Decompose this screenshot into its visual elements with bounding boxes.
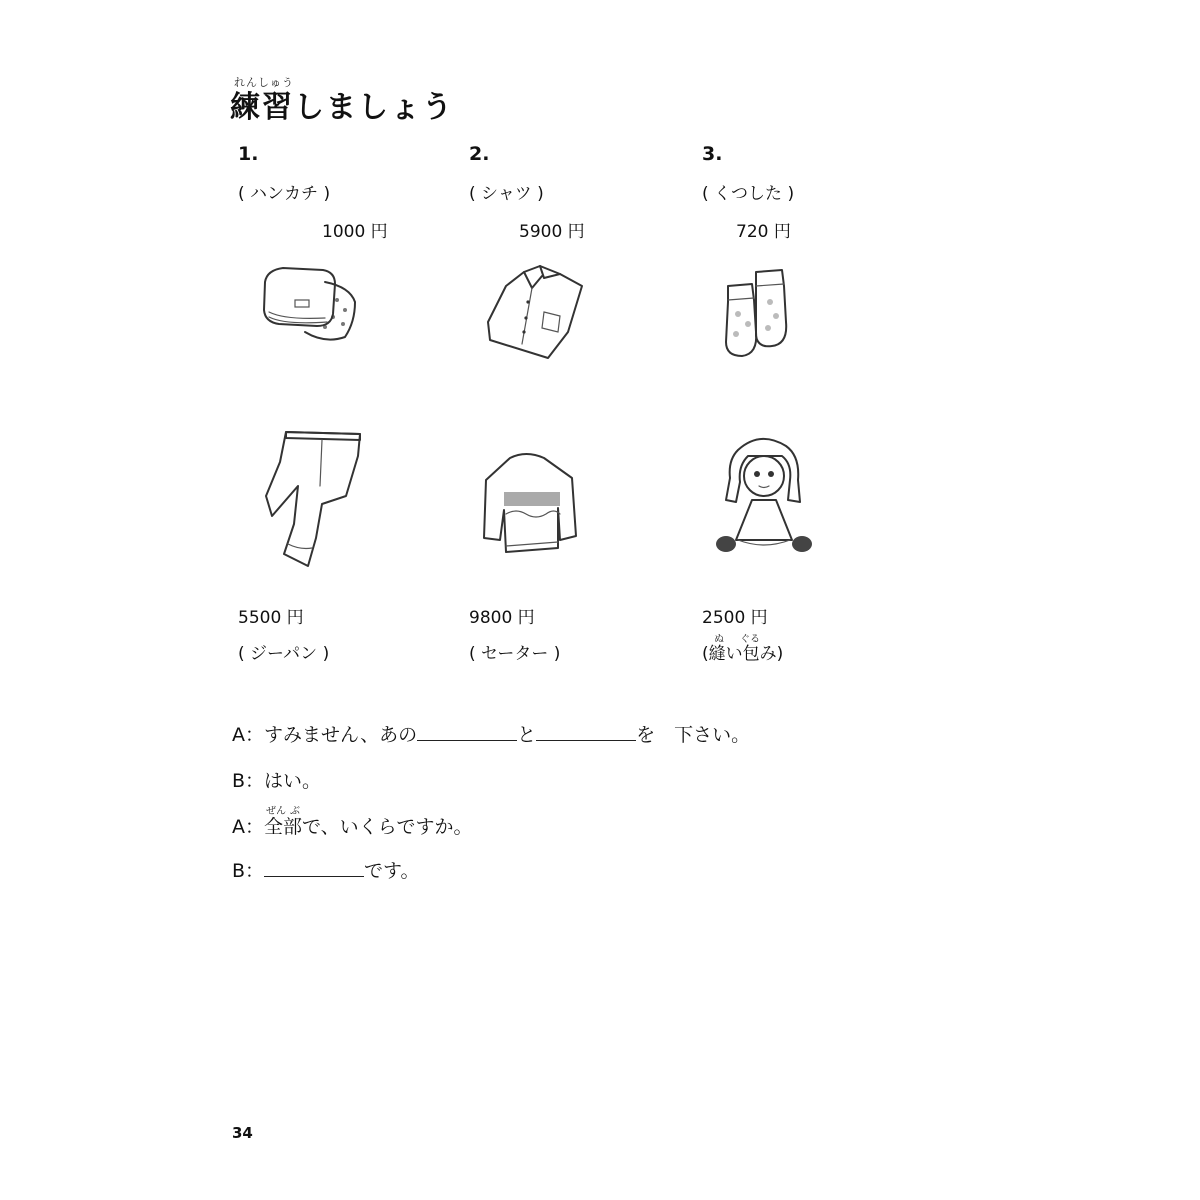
item-price-doll: 2500 円 [702, 608, 768, 628]
dialogue-text: と [517, 724, 537, 746]
socks-icon [716, 266, 806, 361]
speaker-a: A： [232, 816, 264, 838]
dialogue-line-1 [232, 720, 750, 747]
ruby-zen: ぜん [266, 806, 286, 817]
item-price-shirt: 5900 円 [519, 222, 585, 242]
dialogue-text: すみません、あの [264, 724, 418, 746]
kanji-zenbu: 全部 [264, 816, 303, 838]
jeans-icon [262, 426, 372, 571]
dialogue-text: で、いくらですか。 [302, 816, 473, 838]
item-label-shirt: ( シャツ ) [469, 184, 544, 204]
item-number-2: 2. [469, 143, 490, 165]
item-label-handkerchief: ( ハンカチ ) [238, 184, 331, 204]
label-close-paren: ) [776, 644, 784, 664]
dialogue-text: です。 [364, 860, 420, 882]
item-number-3: 3. [702, 143, 723, 165]
doll-icon [708, 430, 818, 570]
dialogue-line-4 [232, 856, 420, 883]
item-label-sweater: ( セーター ) [469, 644, 561, 664]
item-price-sweater: 9800 円 [469, 608, 535, 628]
ruby-nu: ぬ [714, 634, 724, 645]
dialogue-line-3 [232, 812, 472, 839]
label-kurumi: 包み [742, 644, 777, 664]
answer-blank-3[interactable] [264, 860, 364, 877]
ruby-guru: ぐる [740, 634, 760, 645]
label-nu: 縫 [708, 644, 726, 664]
label-i: い [725, 644, 743, 664]
item-label-doll [702, 639, 783, 664]
dialogue-text: を 下さい。 [636, 724, 751, 746]
item-label-socks: ( くつした ) [702, 184, 795, 204]
answer-blank-2[interactable] [536, 724, 636, 741]
item-price-jeans: 5500 円 [238, 608, 304, 628]
item-price-socks: 720 円 [736, 222, 791, 242]
item-number-1: 1. [238, 143, 259, 165]
shirt-icon [482, 262, 592, 362]
speaker-b: B： [232, 860, 265, 882]
label-open-paren: ( [702, 644, 709, 664]
page-number: 34 [232, 1124, 253, 1142]
handkerchief-icon [255, 262, 365, 347]
speaker-b: B： [232, 770, 265, 792]
dialogue-text: はい。 [264, 770, 322, 792]
ruby-bu: ぶ [290, 806, 300, 817]
item-price-handkerchief: 1000 円 [322, 222, 388, 242]
title-ruby: れんしゅう [234, 76, 294, 89]
speaker-a: A： [232, 724, 264, 746]
dialogue-line-2 [232, 766, 321, 793]
answer-blank-1[interactable] [417, 724, 517, 741]
page-title: 練習しましょう [230, 90, 454, 125]
item-label-jeans: ( ジーパン ) [238, 644, 330, 664]
sweater-icon [476, 448, 586, 563]
